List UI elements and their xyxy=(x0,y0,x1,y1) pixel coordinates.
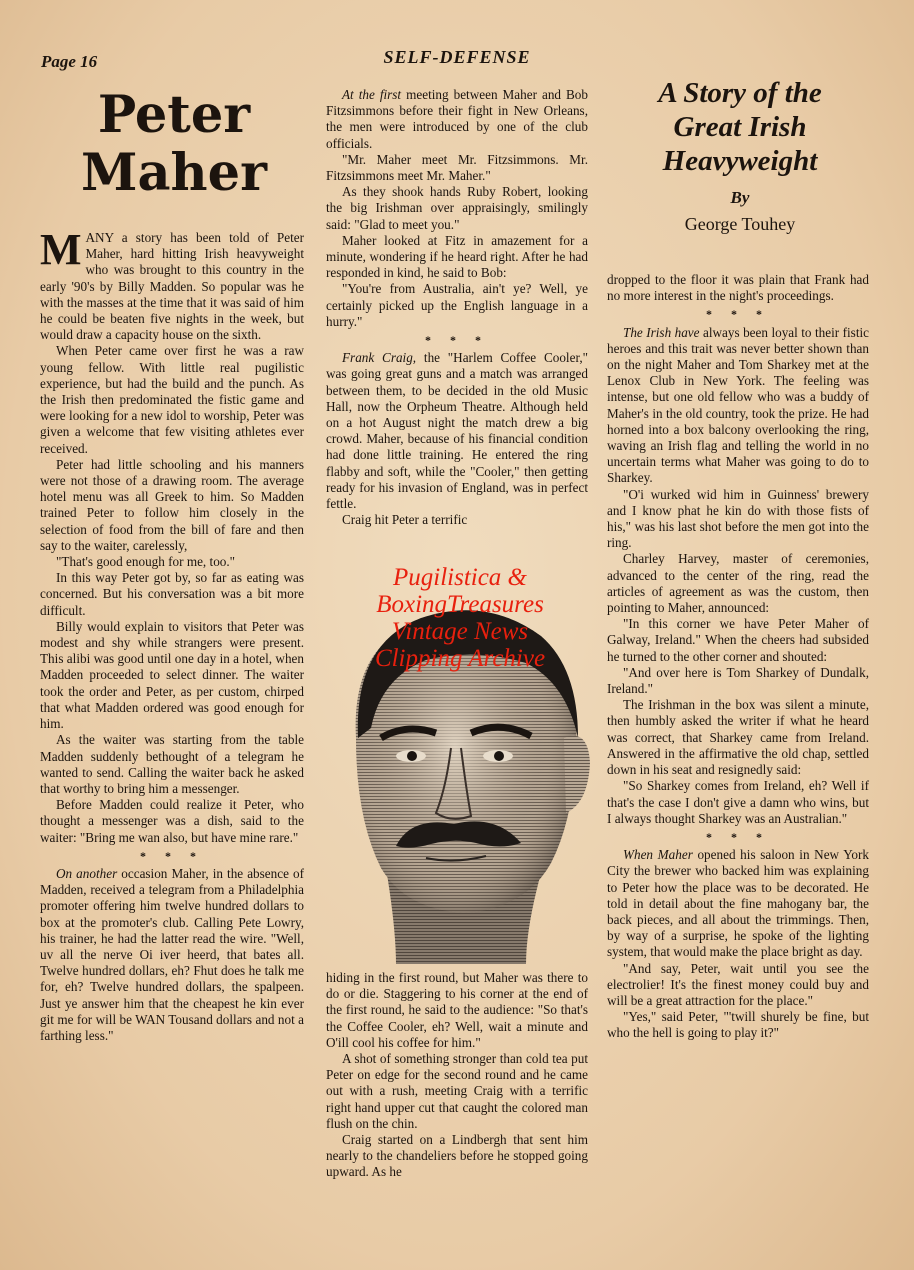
drop-cap: M xyxy=(40,225,82,274)
paragraph-text: ANY a story has been told of Peter Maher, hard hitting Irish heavyweight who was brought to this country in the early '90's by Billy Madden. So popular was he with the masses at the time that it was said of him he could be beaten five nights in the week, but would draw a capacity house on the sixth. xyxy=(40,230,304,343)
subtitle-line-3: Heavyweight xyxy=(662,145,818,177)
watermark-line: Vintage News xyxy=(391,618,529,645)
paragraph: "That's good enough for me, too." xyxy=(56,554,236,570)
article-subtitle xyxy=(606,76,874,178)
title-line-2: Maher xyxy=(81,143,267,203)
byline-author: George Touhey xyxy=(684,214,796,234)
paragraph: As the waiter was starting from the table Madden suddenly bethought of a telegram he wanted to send. Calling the waiter back he asked that worthy to bring him a messenger. xyxy=(40,732,304,796)
paragraph: "And say, Peter, wait until you see the electrolier! It's the finest money could buy and will be a great attraction for the place." xyxy=(607,960,869,1008)
lead-in: At the first xyxy=(342,87,402,102)
column-2-top xyxy=(326,87,588,528)
title-line-1: Peter xyxy=(97,85,251,145)
paragraph: Peter had little schooling and his manners were not those of a drawing room. The average hotel menu was all Greek to him. So Madden trained Peter to follow him closely in the selection of food from the bill of fare and then say to the waiter, carelessly, xyxy=(40,456,304,553)
paragraph: In this way Peter got by, so far as eating was concerned. But his conversation was a bit more difficult. xyxy=(40,570,304,618)
section-divider: * * * xyxy=(706,307,770,322)
paragraph: As they shook hands Ruby Robert, looking the big Irishman over appraisingly, smilingly said: "Glad to meet you." xyxy=(326,184,588,232)
paragraph: dropped to the floor it was plain that Frank had no more interest in the night's proceedings. xyxy=(607,272,869,304)
paragraph xyxy=(326,87,588,152)
paragraph: "And over here is Tom Sharkey of Dundalk, Ireland." xyxy=(607,664,869,697)
article-title xyxy=(40,86,308,202)
paragraph: The Irishman in the box was silent a minute, then humbly asked the writer if what he heard was correct, that Sharkey came from Ireland. Answered in the affirmative the old chap, settled down in his seat and resignedly said: xyxy=(607,697,869,778)
lead-in: When Maher xyxy=(623,847,693,863)
paragraph: hiding in the first round, but Maher was there to do or die. Staggering to his corner at the end of the first round, he said to the audience: "So that's the Coffee Cooler, eh? Well, wait a minute and O'ill cool his coffee for him." xyxy=(326,970,588,1050)
paragraph: "So Sharkey comes from Ireland, eh? Well if that's the case I don't give a damn who wins, but I always thought Sharkey was an Australian." xyxy=(607,778,869,826)
paragraph: "In this corner we have Peter Maher of Galway, Ireland." When the cheers had subsided he turned to the other corner and shouted: xyxy=(607,616,869,664)
archive-watermark xyxy=(326,564,594,672)
magazine-title: SELF-DEFENSE xyxy=(383,47,531,67)
paragraph: Craig hit Peter a terrific xyxy=(342,512,468,528)
paragraph: A shot of something stronger than cold tea put Peter on edge for the second round and he came out with a rush, meeting Craig with a terrific right hand upper cut that caught the colored man flush on the chin. xyxy=(326,1051,588,1131)
watermark-line: BoxingTreasures xyxy=(376,591,544,618)
lead-in: Frank Craig, xyxy=(342,350,417,366)
watermark-line: Clipping Archive xyxy=(374,645,546,672)
paragraph xyxy=(40,225,304,343)
paragraph xyxy=(40,866,304,1044)
section-divider: * * * xyxy=(425,333,489,348)
paragraph-text: meeting between Maher and Bob Fitzsimmons before their fight in New Orleans, the men were introduced by one of the club officials. xyxy=(326,87,588,151)
section-divider: * * * xyxy=(140,848,204,863)
paragraph: "Mr. Maher meet Mr. Fitzsimmons. Mr. Fitzsimmons meet Mr. Maher." xyxy=(326,151,588,184)
lead-in: On another xyxy=(56,865,118,881)
column-2-bottom xyxy=(326,970,588,1181)
page-number: Page 16 xyxy=(41,52,98,71)
paragraph: Charley Harvey, master of ceremonies, advanced to the center of the ring, read the articles of agreement as was the custom, then pointing to Maher, announced: xyxy=(607,551,869,616)
paragraph-text: occasion Maher, in the absence of Madden, received a telegram from a Philadelphia promoter offering him twelve hundred dollars to box at the promoter's club. Calling Pete Lowry, his trainer, he had the latter read the wire. "Well, uv all the nerve Oi iver heerd, that bates all. Twelve hundred dollars, eh? Fhut does he talk me for, eh? Twelve hundred dollars, the spalpeen. Just ye answer him that the cheapest he kin ever git me for will be WAN Tousand dollars and not a farthing less." xyxy=(40,865,304,1043)
paragraph xyxy=(607,847,869,960)
subtitle-line-1: A Story of the xyxy=(658,77,822,109)
paragraph-text: the "Harlem Coffee Cooler," was going great guns and a match was arranged between them, to be decided in the old Music Hall, now the Orpheum Theatre. Although held on a hot August night the match drew a big crowd. Maher, because of his financial condition had done little training. He entered the ring flabby and soft, while the "Cooler," then getting ready for his invasion of England, was in perfect fettle. xyxy=(326,350,588,512)
paragraph: "O'i wurked wid him in Guinness' brewery and I know phat he kin do with those fists of his," was his last shot before the men got into the ring. xyxy=(607,486,869,551)
section-divider: * * * xyxy=(706,829,770,844)
column-3 xyxy=(607,272,869,1042)
paragraph-text: opened his saloon in New York City the brewer who backed him was explaining to Peter how the place was to be decorated. He told in detail about the fine mahogany bar, the back pieces, and all about the trimmings. Then, by way of a surprise, he spoke of the lighting system, that would make the place bright as day. xyxy=(607,847,869,960)
paragraph: "You're from Australia, ain't ye? Well, ye certainly picked up the English language in a hurry." xyxy=(326,281,588,329)
paragraph: Maher looked at Fitz in amazement for a minute, wondering if he heard right. After he had responded in kind, he said to Bob: xyxy=(326,232,588,281)
paragraph: "Yes," said Peter, "'twill shurely be fine, but who the hell is going to play it?" xyxy=(607,1009,869,1041)
subtitle-line-2: Great Irish xyxy=(673,111,807,143)
paragraph xyxy=(326,350,588,512)
paragraph: Craig started on a Lindbergh that sent him nearly to the chandeliers before he stopped going upward. As he xyxy=(326,1132,588,1180)
paragraph xyxy=(607,325,869,487)
column-1 xyxy=(40,225,304,1044)
lead-in: The Irish have xyxy=(623,324,700,340)
paragraph: Billy would explain to visitors that Peter was modest and shy while strangers were present. This alibi was good until one day in a hotel, when Madden proceeded to select dinner. The waiter took the order and Peter, as per custom, chirped that what Madden ordered was good enough for him. xyxy=(40,618,304,732)
paragraph-text: always been loyal to their fistic heroes and this trait was never better shown than on the night Maher and Tom Sharkey met at the Lenox Club in New York. The feeling was intense, but one old fellow who was a buddy of Maher's in the old country, took the prize. He had horned into a box balcony overlooking the ring, waving an Irish flag and telling the world in no uncertain terms what Maher was going to do to Sharkey. xyxy=(607,324,869,486)
paragraph: Before Madden could realize it Peter, who thought a messenger was a dish, said to the waiter: "Bring me wan also, but have mine rare." xyxy=(40,797,304,845)
watermark-line: Pugilistica & xyxy=(392,564,528,591)
paragraph: When Peter came over first he was a raw young fellow. With little real pugilistic experience, but had the build and the punch. As the Irish then predominated the fistic game and were looking for a new idol to worship, Peter was given a welcome that few visiting athletes ever received. xyxy=(40,343,304,456)
byline-by: By xyxy=(730,188,750,207)
